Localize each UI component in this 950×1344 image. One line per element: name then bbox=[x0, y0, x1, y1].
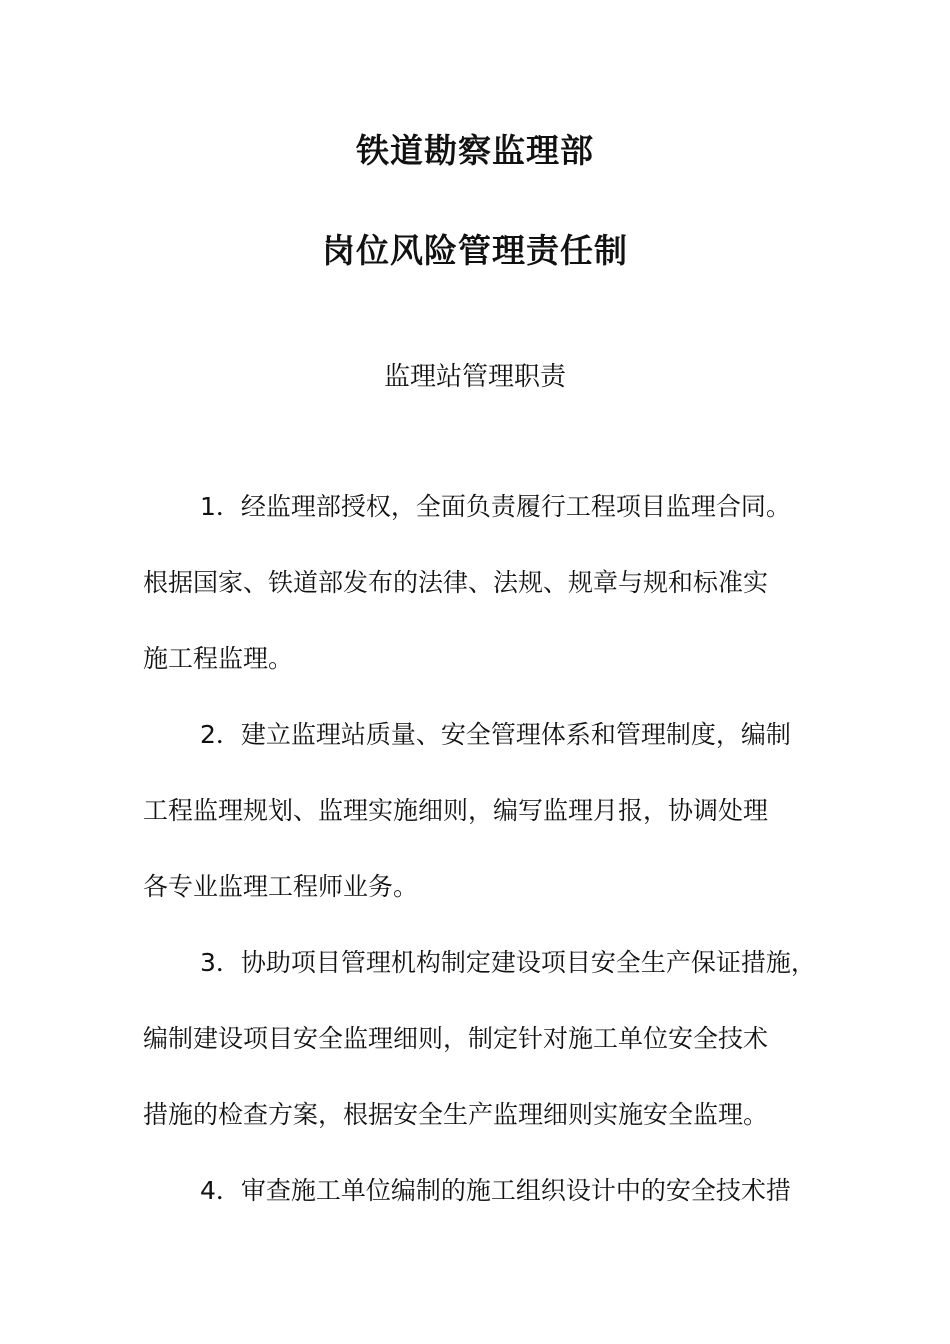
paragraph-line: 各专业监理工程师业务。 bbox=[143, 872, 419, 901]
paragraph-line: 2．建立监理站质量、安全管理体系和管理制度，编制 bbox=[200, 720, 791, 749]
paragraph-line: 措施的检查方案，根据安全生产监理细则实施安全监理。 bbox=[143, 1100, 769, 1129]
paragraph-line: 施工程监理。 bbox=[143, 644, 294, 673]
paragraph-line: 根据国家、铁道部发布的法律、法规、规章与规和标准实 bbox=[143, 568, 769, 597]
paragraph-line: 4．审查施工单位编制的施工组织设计中的安全技术措 bbox=[200, 1176, 791, 1205]
paragraph-line: 工程监理规划、监理实施细则，编写监理月报，协调处理 bbox=[143, 796, 769, 825]
document-title-line-2: 岗位风险管理责任制 bbox=[322, 231, 628, 270]
paragraph-line: 1．经监理部授权，全面负责履行工程项目监理合同。 bbox=[200, 492, 791, 521]
section-heading: 监理站管理职责 bbox=[383, 362, 566, 392]
document-title: 铁道勘察监理部 bbox=[356, 131, 594, 170]
paragraph-line: 3．协助项目管理机构制定建设项目安全生产保证措施， bbox=[200, 948, 816, 977]
paragraph-line: 编制建设项目安全监理细则，制定针对施工单位安全技术 bbox=[143, 1024, 769, 1053]
